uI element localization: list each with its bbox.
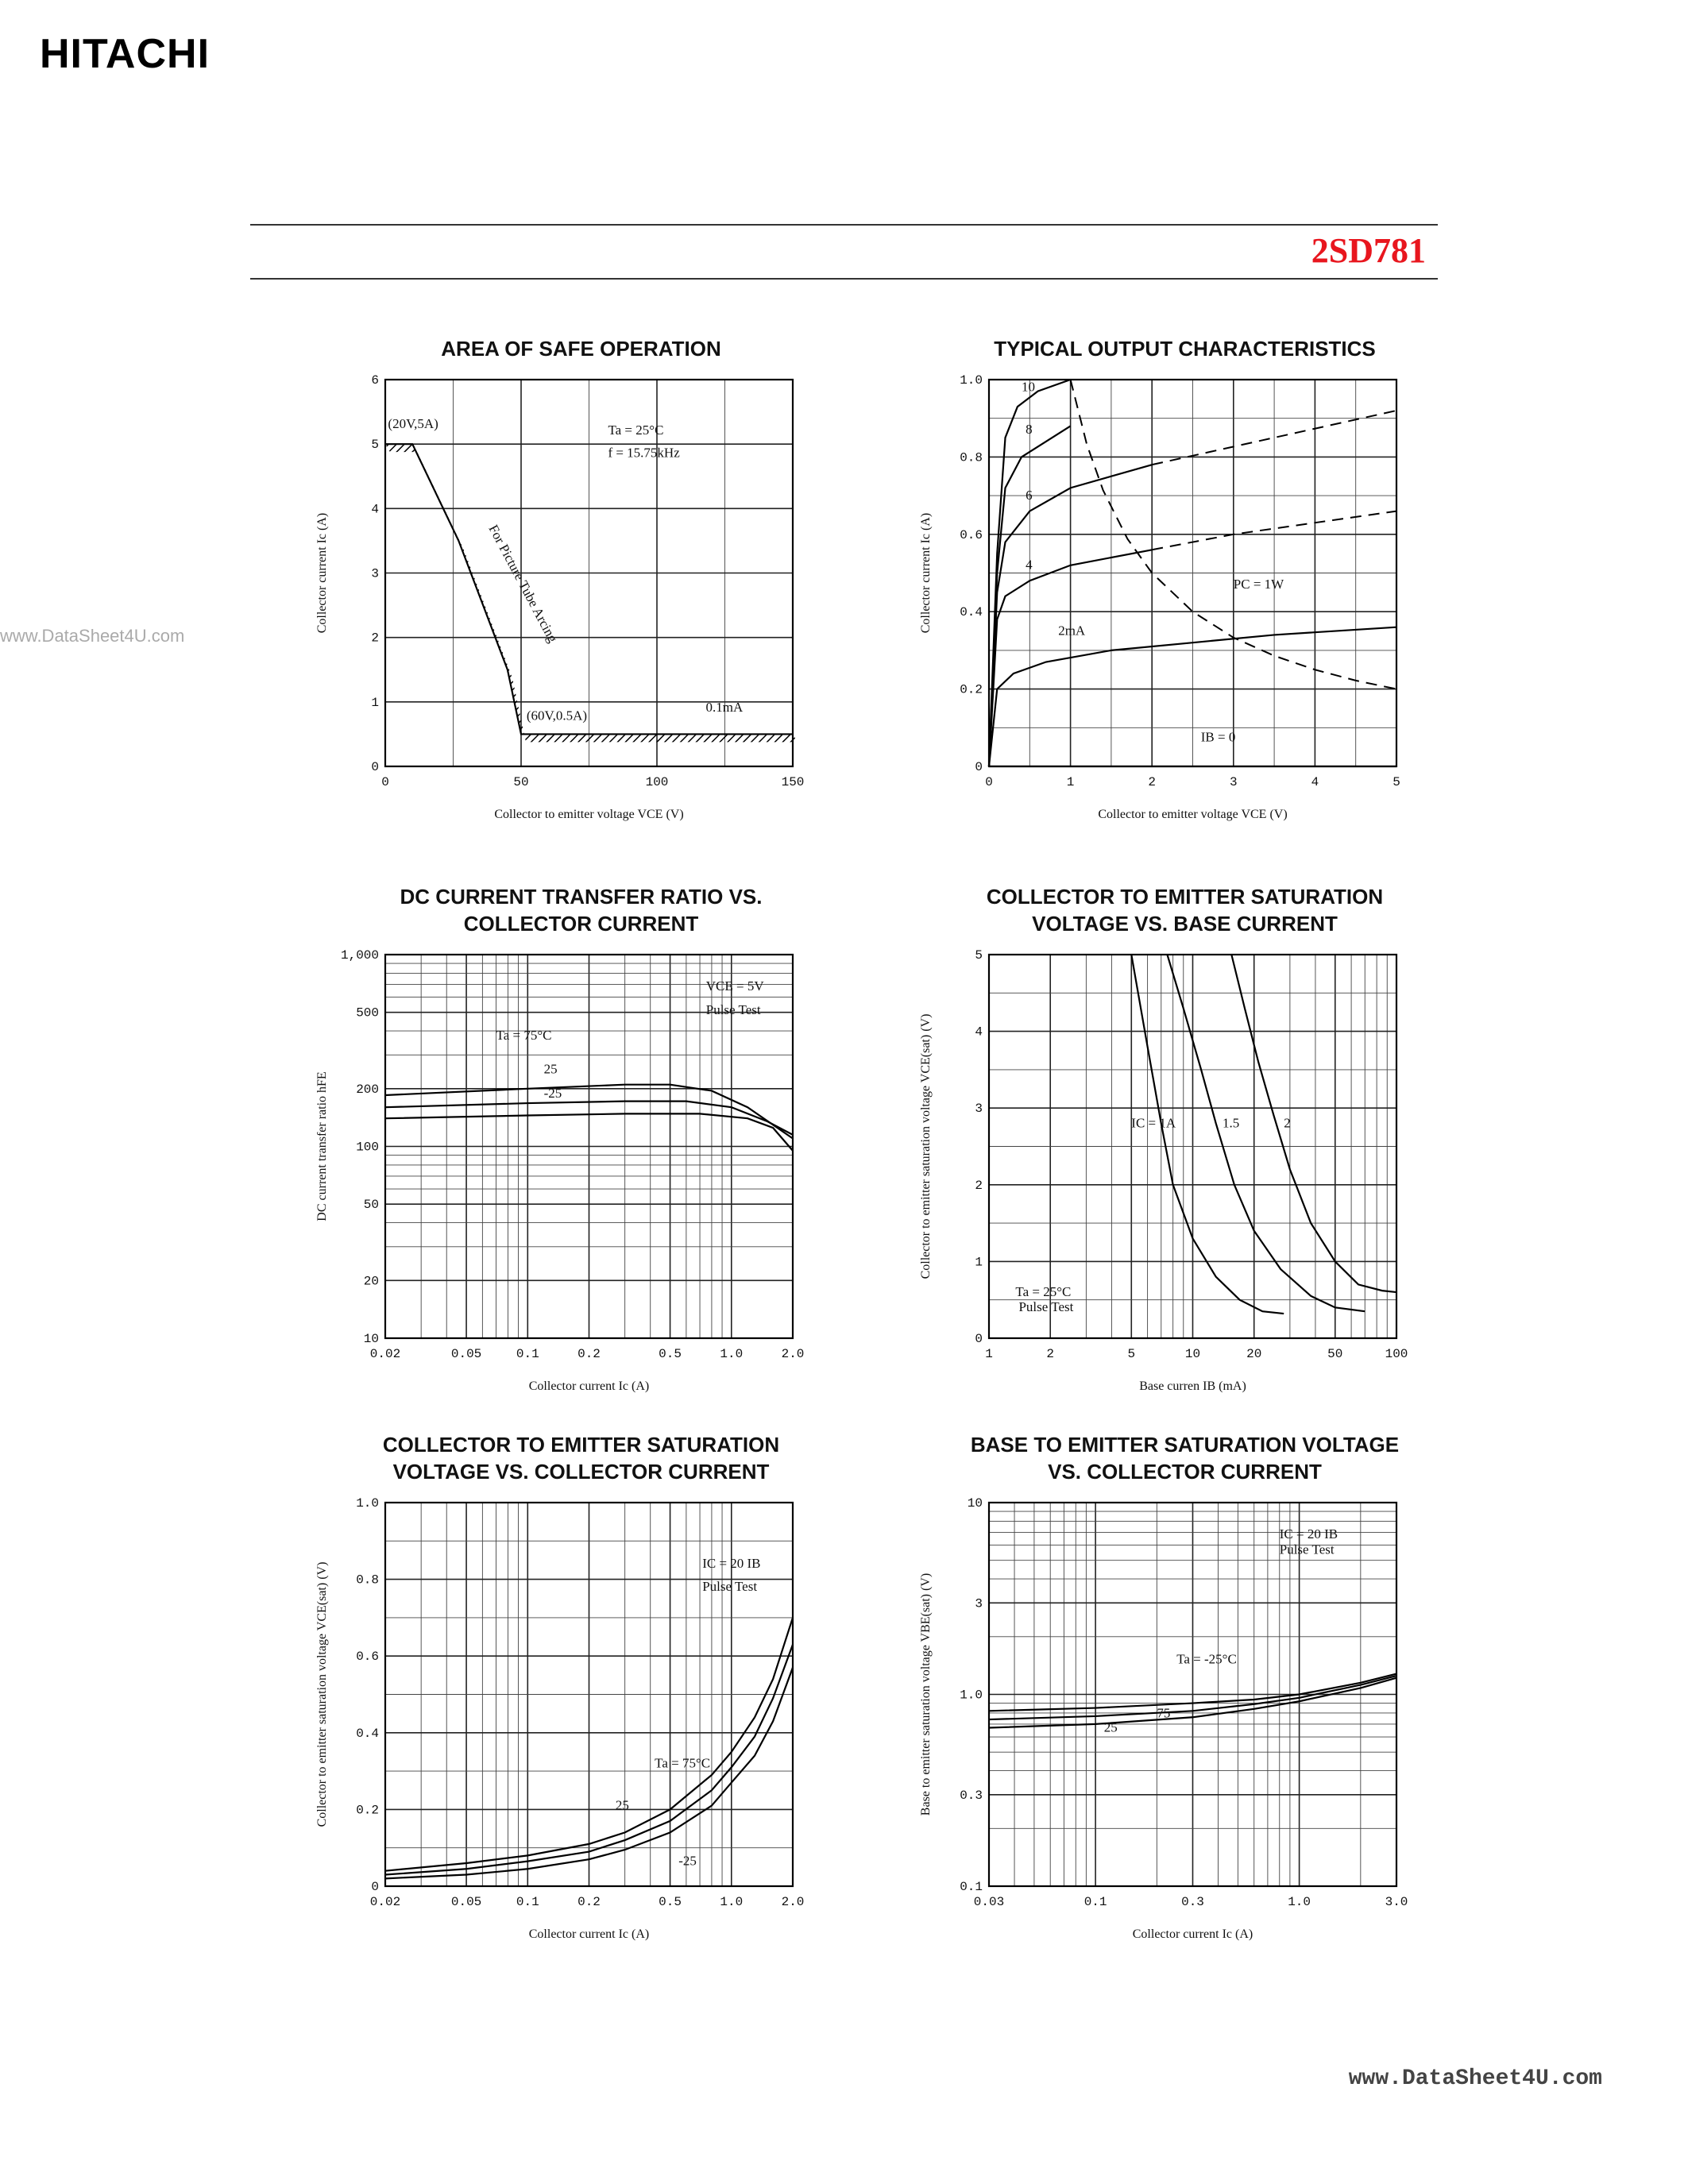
aso-annotation-60v-0-5a: (60V,0.5A) — [526, 708, 588, 723]
vce_ic-annotation-pulse-test: Pulse Test — [702, 1579, 758, 1595]
vce_ic-x-tick-label: 2.0 — [781, 1895, 805, 1909]
header-rule-bottom — [250, 278, 1438, 280]
output-title-line-1: TYPICAL OUTPUT CHARACTERISTICS — [994, 337, 1376, 361]
vbe_ic-x-tick-label: 0.03 — [973, 1895, 1005, 1909]
vbe_ic-x-tick-label: 1.0 — [1288, 1895, 1311, 1909]
vce_ic-annotation-25: 25 — [615, 1797, 629, 1813]
vce_ic-svg — [302, 1430, 810, 1962]
aso-x-tick-label: 150 — [781, 775, 805, 789]
vbe_ic-title-line-1: BASE TO EMITTER SATURATION VOLTAGE — [970, 1433, 1400, 1457]
vce_ic-y-tick-label: 0.2 — [356, 1803, 379, 1818]
brand-logo: HITACHI — [40, 31, 211, 77]
vbe_ic-annotation-ta-25-c: Ta = -25°C — [1176, 1651, 1237, 1667]
aso-x-axis-label: Collector to emitter voltage VCE (V) — [494, 808, 684, 821]
hfe-x-tick-label: 0.02 — [369, 1347, 401, 1361]
vbe_ic-y-tick-label: 0.1 — [960, 1880, 983, 1894]
vce_ib-y-tick-label: 3 — [975, 1102, 983, 1117]
aso-x-tick-label: 0 — [381, 775, 389, 789]
aso-annotation-for-picture-tube-arcing: For Picture Tube Arcing — [485, 522, 561, 646]
vce_ib-x-tick-label: 5 — [1127, 1347, 1136, 1361]
hfe-x-tick-label: 0.05 — [450, 1347, 482, 1361]
hfe-x-tick-label: 0.5 — [659, 1347, 682, 1361]
output-y-axis-label: Collector current Ic (A) — [919, 512, 933, 634]
output-svg — [906, 334, 1414, 842]
vce_ib-x-tick-label: 1 — [985, 1347, 993, 1361]
hfe-y-tick-label: 500 — [356, 1005, 379, 1021]
aso-x-tick-label: 100 — [645, 775, 669, 789]
hfe-y-axis-label: DC current transfer ratio hFE — [315, 1071, 329, 1221]
vce_ic-annotation-25: -25 — [678, 1853, 697, 1869]
vce_ib-x-tick-label: 50 — [1327, 1347, 1343, 1361]
vbe_ic-annotation-ic-20-ib: IC = 20 IB — [1279, 1526, 1338, 1542]
output-x-tick-label: 5 — [1393, 775, 1400, 789]
aso-svg — [302, 334, 810, 842]
vce_ib-annotation-pulse-test: Pulse Test — [1018, 1299, 1074, 1315]
vbe_ic-annotation-25: 25 — [1103, 1719, 1118, 1735]
output-annotation-4: 4 — [1026, 557, 1033, 573]
chart-vce-sat-vs-base-current — [906, 882, 1414, 1414]
output-y-tick-label: 0.8 — [960, 450, 983, 465]
vbe_ic-grid — [989, 1503, 1396, 1886]
output-x-tick-label: 4 — [1311, 775, 1319, 789]
vbe_ic-x-tick-label: 0.1 — [1083, 1895, 1107, 1909]
hfe-title-line-2: COLLECTOR CURRENT — [463, 912, 699, 936]
watermark-left: www.DataSheet4U.com — [0, 626, 185, 646]
part-number: 2SD781 — [1311, 231, 1426, 270]
aso-y-tick-label: 6 — [371, 373, 379, 388]
hfe-y-tick-label: 50 — [363, 1198, 379, 1213]
hfe-annotation-25: 25 — [543, 1061, 558, 1077]
vce_ib-x-tick-label: 20 — [1246, 1347, 1262, 1361]
aso-y-tick-label: 5 — [371, 438, 379, 453]
output-x-tick-label: 0 — [985, 775, 993, 789]
output-annotation-8: 8 — [1026, 422, 1033, 438]
hfe-x-tick-label: 0.2 — [577, 1347, 601, 1361]
vce_ib-y-tick-label: 2 — [975, 1178, 983, 1193]
hfe-annotation-vce-5v: VCE = 5V — [705, 978, 764, 994]
aso-annotation-20v-5a: (20V,5A) — [388, 415, 438, 431]
chart-vce-sat-vs-collector-current — [302, 1430, 810, 1962]
aso-annotation-f-15-75khz: f = 15.75kHz — [608, 445, 680, 461]
vce_ic-title-line-1: COLLECTOR TO EMITTER SATURATION — [382, 1433, 780, 1457]
vce_ib-grid — [989, 955, 1396, 1338]
vce_ib-y-tick-label: 4 — [975, 1024, 983, 1040]
vbe_ic-x-tick-label: 0.3 — [1181, 1895, 1204, 1909]
vbe_ic-svg — [906, 1430, 1414, 1962]
vce_ic-x-tick-label: 1.0 — [720, 1895, 744, 1909]
vce_ic-annotation-ta-75-c: Ta = 75°C — [655, 1755, 711, 1771]
aso-y-tick-label: 4 — [371, 502, 379, 517]
vbe_ic-title-line-2: VS. COLLECTOR CURRENT — [1048, 1460, 1322, 1484]
aso-series-0-hatch — [385, 444, 798, 742]
vce_ic-title-line-2: VOLTAGE VS. COLLECTOR CURRENT — [392, 1460, 770, 1484]
aso-y-tick-label: 1 — [371, 695, 379, 710]
hfe-x-tick-label: 2.0 — [781, 1347, 805, 1361]
vbe_ic-y-axis-label: Base to emitter saturation voltage VBE(sat) (V) — [919, 1572, 933, 1816]
output-annotation-10: 10 — [1022, 379, 1036, 395]
vce_ic-x-tick-label: 0.2 — [577, 1895, 601, 1909]
chart-vbe-sat-vs-collector-current — [906, 1430, 1414, 1962]
output-y-tick-label: 0.6 — [960, 527, 983, 542]
vce_ib-title-line-2: VOLTAGE VS. BASE CURRENT — [1032, 912, 1338, 936]
output-x-axis-label: Collector to emitter voltage VCE (V) — [1098, 808, 1288, 821]
header-rule-top — [250, 224, 1438, 226]
vce_ib-y-tick-label: 0 — [975, 1332, 983, 1346]
vce_ib-series-ic-1a — [1131, 955, 1284, 1314]
vce_ic-y-tick-label: 0 — [371, 1880, 379, 1894]
vce_ib-annotation-1-5: 1.5 — [1222, 1115, 1240, 1131]
vce_ic-x-tick-label: 0.02 — [369, 1895, 401, 1909]
vbe_ic-x-axis-label: Collector current Ic (A) — [1132, 1927, 1253, 1941]
aso-y-tick-label: 0 — [371, 760, 379, 774]
hfe-annotation-ta-75-c: Ta = 75°C — [496, 1028, 552, 1044]
hfe-y-tick-label: 20 — [363, 1274, 379, 1289]
chart-area-of-safe-operation — [302, 334, 810, 842]
hfe-annotation-25: -25 — [543, 1085, 562, 1101]
vce_ic-y-axis-label: Collector to emitter saturation voltage VCE(sat) (V) — [315, 1561, 329, 1827]
output-annotation-pc-1w: PC = 1W — [1233, 576, 1284, 592]
vce_ib-x-tick-label: 2 — [1046, 1347, 1055, 1361]
hfe-y-tick-label: 10 — [363, 1332, 379, 1346]
hfe-title-line-1: DC CURRENT TRANSFER RATIO VS. — [400, 885, 763, 909]
watermark-bottom: www.DataSheet4U.com — [1348, 2066, 1602, 2091]
vce_ib-x-tick-label: 100 — [1385, 1347, 1408, 1361]
aso-y-tick-label: 3 — [371, 566, 379, 581]
hfe-x-tick-label: 1.0 — [720, 1347, 744, 1361]
hfe-annotation-pulse-test: Pulse Test — [705, 1001, 761, 1017]
hfe-y-tick-label: 100 — [356, 1140, 379, 1155]
vce_ib-y-axis-label: Collector to emitter saturation voltage VCE(sat) (V) — [919, 1013, 933, 1279]
vce_ib-annotation-ic-1a: IC = 1A — [1131, 1115, 1176, 1131]
vce_ic-y-tick-label: 0.8 — [356, 1572, 379, 1588]
output-annotation-2ma: 2mA — [1058, 623, 1086, 639]
vce_ib-y-tick-label: 1 — [975, 1255, 983, 1270]
hfe-x-tick-label: 0.1 — [516, 1347, 539, 1361]
vbe_ic-y-tick-label: 3 — [975, 1596, 983, 1611]
aso-x-tick-label: 50 — [513, 775, 529, 789]
hfe-svg — [302, 882, 810, 1414]
vce_ic-x-tick-label: 0.05 — [450, 1895, 482, 1909]
vce_ic-annotation-ic-20-ib: IC = 20 IB — [702, 1556, 761, 1572]
vce_ib-annotation-ta-25-c: Ta = 25°C — [1015, 1283, 1072, 1299]
vce_ic-y-tick-label: 1.0 — [356, 1496, 379, 1511]
vce_ib-series-2 — [1231, 955, 1396, 1292]
vbe_ic-y-tick-label: 1.0 — [960, 1688, 983, 1703]
chart-dc-current-transfer-ratio — [302, 882, 810, 1414]
hfe-y-tick-label: 200 — [356, 1082, 379, 1097]
vbe_ic-y-tick-label: 10 — [967, 1496, 983, 1511]
output-y-tick-label: 0 — [975, 760, 983, 774]
aso-annotation-ta-25-c: Ta = 25°C — [608, 422, 664, 438]
hfe-y-tick-label: 1,000 — [340, 948, 379, 963]
aso-title-line-1: AREA OF SAFE OPERATION — [441, 337, 721, 361]
output-y-tick-label: 1.0 — [960, 373, 983, 388]
vbe_ic-x-tick-label: 3.0 — [1385, 1895, 1408, 1909]
aso-y-axis-label: Collector current Ic (A) — [315, 512, 329, 634]
output-x-tick-label: 2 — [1148, 775, 1157, 789]
vbe_ic-annotation-75: 75 — [1157, 1705, 1171, 1721]
vce_ib-svg — [906, 882, 1414, 1414]
vce_ib-y-tick-label: 5 — [975, 948, 983, 963]
output-y-tick-label: 0.2 — [960, 682, 983, 697]
vce_ib-annotation-2: 2 — [1284, 1115, 1291, 1131]
vce_ib-title-line-1: COLLECTOR TO EMITTER SATURATION — [986, 885, 1384, 909]
vbe_ic-y-tick-label: 0.3 — [960, 1788, 983, 1803]
output-x-tick-label: 1 — [1066, 775, 1075, 789]
aso-annotation-0-1ma: 0.1mA — [705, 700, 744, 716]
vce_ic-x-tick-label: 0.5 — [659, 1895, 682, 1909]
output-annotation-ib-0: IB = 0 — [1200, 729, 1236, 745]
output-annotation-6: 6 — [1026, 487, 1033, 503]
vce_ic-y-tick-label: 0.4 — [356, 1726, 379, 1741]
vce_ic-x-tick-label: 0.1 — [516, 1895, 539, 1909]
vce_ic-y-tick-label: 0.6 — [356, 1650, 379, 1665]
output-y-tick-label: 0.4 — [960, 605, 983, 620]
vce_ib-x-axis-label: Base curren IB (mA) — [1139, 1379, 1246, 1393]
chart-typical-output-characteristics — [906, 334, 1414, 842]
vce_ic-x-axis-label: Collector current Ic (A) — [528, 1927, 650, 1941]
vce_ib-x-tick-label: 10 — [1184, 1347, 1201, 1361]
vbe_ic-annotation-pulse-test: Pulse Test — [1279, 1542, 1335, 1557]
output-x-tick-label: 3 — [1229, 775, 1238, 789]
aso-y-tick-label: 2 — [371, 631, 379, 646]
hfe-x-axis-label: Collector current Ic (A) — [528, 1379, 650, 1393]
